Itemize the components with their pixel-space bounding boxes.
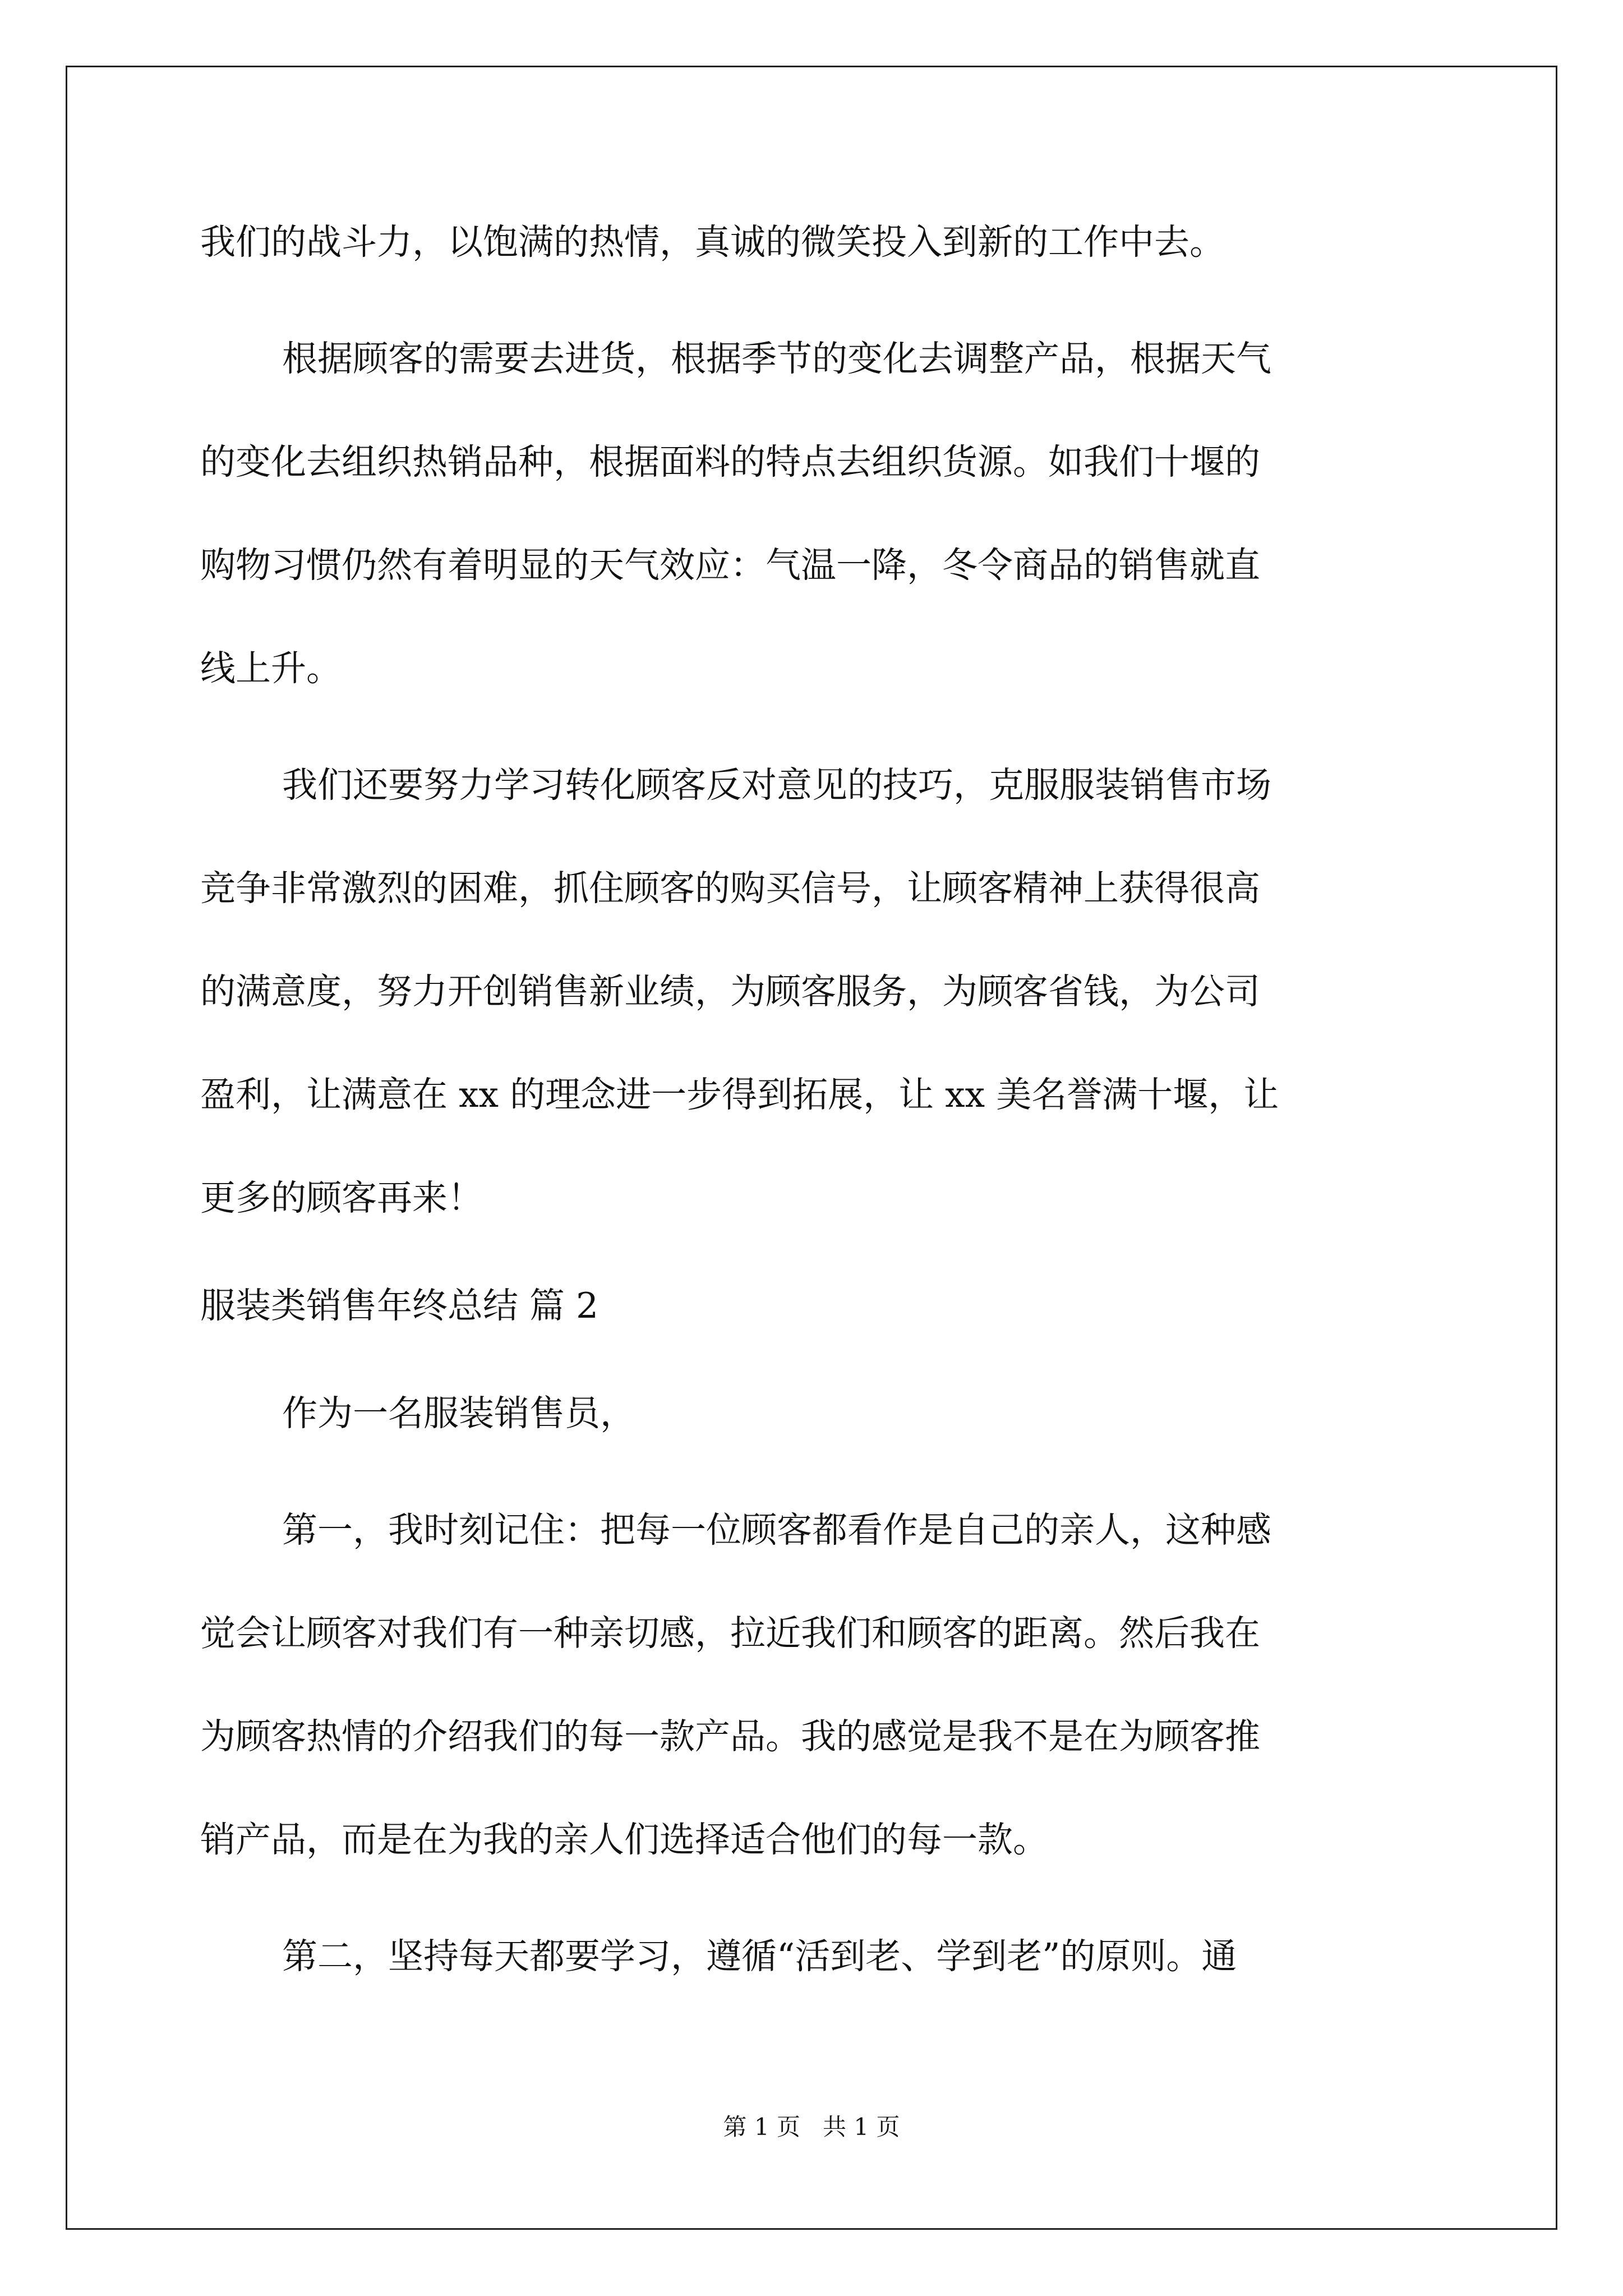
paragraph-line: 根据顾客的需要去进货，根据季节的变化去调整产品，根据天气: [282, 338, 1271, 379]
paragraph-line: 我们的战斗力，以饱满的热情，真诚的微笑投入到新的工作中去。: [200, 222, 1225, 263]
paragraph-line: 盈利，让满意在 xx 的理念进一步得到拓展，让 xx 美名誉满十堰，让: [200, 1074, 1279, 1115]
page-border: [66, 66, 1557, 2230]
paragraph-line: 更多的顾客再来！: [200, 1177, 483, 1218]
paragraph-line: 的变化去组织热销品种，根据面料的特点去组织货源。如我们十堰的: [200, 441, 1260, 482]
paragraph-line: 购物习惯仍然有着明显的天气效应：气温一降，冬令商品的销售就直: [200, 545, 1260, 586]
paragraph-line: 第一，我时刻记住：把每一位顾客都看作是自己的亲人，这种感: [282, 1510, 1271, 1550]
page-footer: 第 1 页 共 1 页: [723, 2113, 900, 2141]
paragraph-line: 销产品，而是在为我的亲人们选择适合他们的每一款。: [200, 1819, 1048, 1860]
section-heading: 服装类销售年终总结 篇 2: [200, 1285, 599, 1326]
paragraph-line: 的满意度，努力开创销售新业绩，为顾客服务，为顾客省钱，为公司: [200, 971, 1260, 1012]
paragraph-line: 觉会让顾客对我们有一种亲切感，拉近我们和顾客的距离。然后我在: [200, 1613, 1260, 1654]
paragraph-line: 第二，坚持每天都要学习，遵循“活到老、学到老”的原则。通: [282, 1936, 1237, 1977]
paragraph-line: 竞争非常激烈的困难，抓住顾客的购买信号，让顾客精神上获得很高: [200, 868, 1260, 909]
paragraph-line: 线上升。: [200, 648, 342, 689]
paragraph-line: 我们还要努力学习转化顾客反对意见的技巧，克服服装销售市场: [282, 765, 1271, 806]
paragraph-line: 作为一名服装销售员，: [282, 1393, 635, 1434]
paragraph-line: 为顾客热情的介绍我们的每一款产品。我的感觉是我不是在为顾客推: [200, 1716, 1260, 1757]
